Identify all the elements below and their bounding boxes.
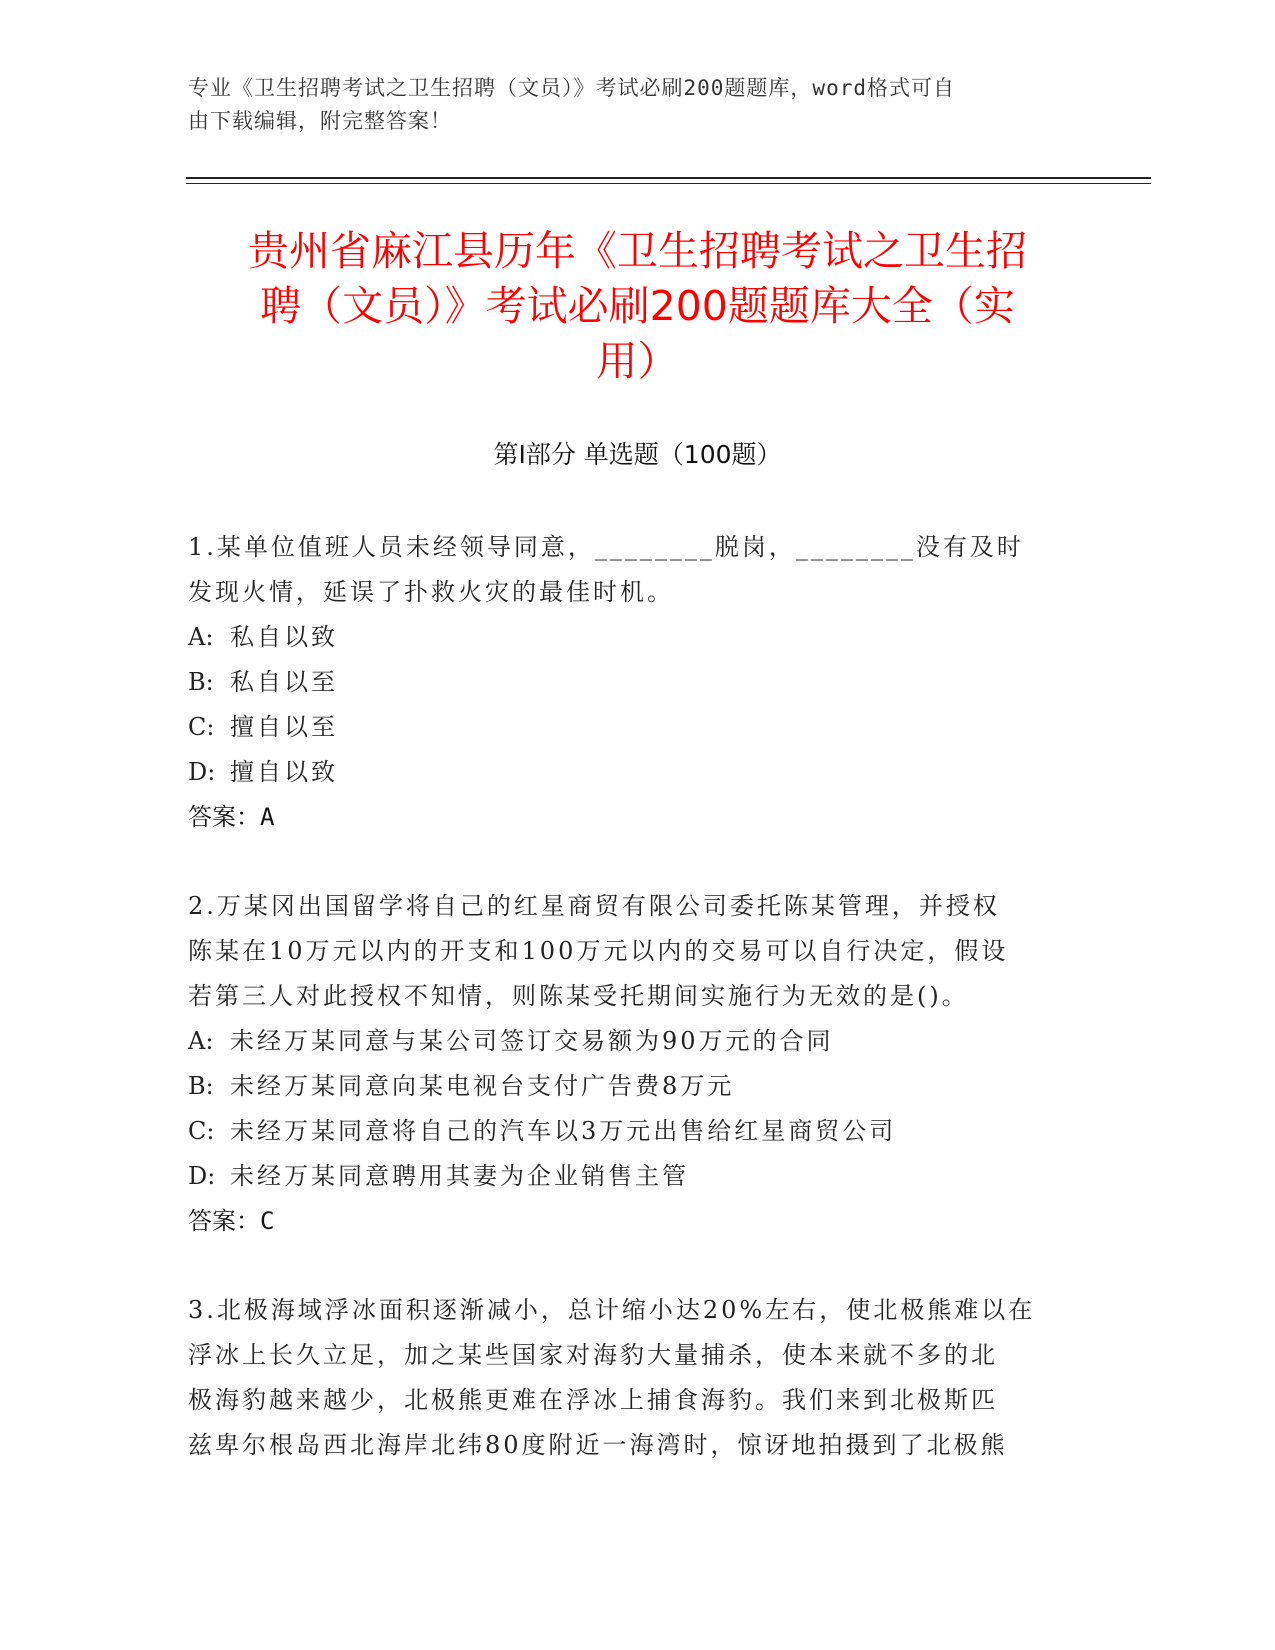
question-list <box>188 525 1088 1512</box>
question-stem-line: 1.某单位值班人员未经领导同意，________脱岗，________没有及时 <box>188 533 1024 561</box>
option-text: 擅自以致 <box>230 758 338 786</box>
question-item <box>188 884 1088 1244</box>
option-label: D: <box>188 1162 216 1190</box>
title-line: 聘（文员）》考试必刷200题题库大全（实 <box>260 282 1015 330</box>
header-divider <box>186 177 1151 179</box>
answer-line <box>188 1199 1088 1244</box>
answer-value: A <box>260 803 275 831</box>
option-d <box>188 750 1088 795</box>
answer-label: 答案： <box>188 1207 260 1235</box>
title-line: 贵州省麻江县历年《卫生招聘考试之卫生招 <box>248 227 1027 275</box>
question-stem-line: 陈某在10万元以内的开支和100万元以内的交易可以自行决定，假设 <box>188 937 1009 965</box>
answer-value: C <box>260 1207 275 1235</box>
option-text: 未经万某同意聘用其妻为企业销售主管 <box>230 1162 689 1190</box>
option-text: 未经万某同意与某公司签订交易额为90万元的合同 <box>230 1027 834 1055</box>
question-stem-line: 2.万某冈出国留学将自己的红星商贸有限公司委托陈某管理，并授权 <box>188 892 1000 920</box>
option-text: 擅自以至 <box>230 713 338 741</box>
option-label: C: <box>188 713 215 741</box>
option-label: C: <box>188 1117 215 1145</box>
option-a <box>188 615 1088 660</box>
option-text: 私自以致 <box>230 623 338 651</box>
option-label: B: <box>188 1072 214 1100</box>
option-text: 私自以至 <box>230 668 338 696</box>
question-stem-line: 兹卑尔根岛西北海岸北纬80度附近一海湾时，惊讶地拍摄到了北极熊 <box>188 1431 1008 1459</box>
header-note-line: 专业《卫生招聘考试之卫生招聘（文员）》考试必刷200题题库，word格式可自 <box>188 76 955 100</box>
question-item <box>188 1288 1088 1468</box>
option-label: A: <box>188 1027 214 1055</box>
document-title <box>190 224 1085 389</box>
question-stem-line: 若第三人对此授权不知情，则陈某受托期间实施行为无效的是()。 <box>188 982 969 1010</box>
header-note-line: 由下载编辑，附完整答案！ <box>188 109 452 133</box>
option-b <box>188 1064 1088 1109</box>
question-stem-line: 极海豹越来越少，北极熊更难在浮冰上捕食海豹。我们来到北极斯匹 <box>188 1386 998 1414</box>
answer-line <box>188 795 1088 840</box>
option-b <box>188 660 1088 705</box>
title-line: 用） <box>596 337 679 385</box>
question-stem-line: 浮冰上长久立足，加之某些国家对海豹大量捕杀，使本来就不多的北 <box>188 1341 998 1369</box>
question-item <box>188 525 1088 840</box>
option-text: 未经万某同意向某电视台支付广告费8万元 <box>230 1072 735 1100</box>
option-c <box>188 705 1088 750</box>
question-stem-line: 发现火情，延误了扑救火灾的最佳时机。 <box>188 578 674 606</box>
option-label: D: <box>188 758 216 786</box>
question-stem-line: 3.北极海域浮冰面积逐渐减小，总计缩小达20%左右，使北极熊难以在 <box>188 1296 1036 1324</box>
header-divider-thin <box>186 183 1151 184</box>
option-label: A: <box>188 623 214 651</box>
option-c <box>188 1109 1088 1154</box>
section-title: 第Ⅰ部分 单选题（100题） <box>493 440 782 469</box>
option-label: B: <box>188 668 214 696</box>
option-text: 未经万某同意将自己的汽车以3万元出售给红星商贸公司 <box>230 1117 897 1145</box>
header-note <box>188 72 1068 138</box>
option-a <box>188 1019 1088 1064</box>
option-d <box>188 1154 1088 1199</box>
answer-label: 答案： <box>188 803 260 831</box>
